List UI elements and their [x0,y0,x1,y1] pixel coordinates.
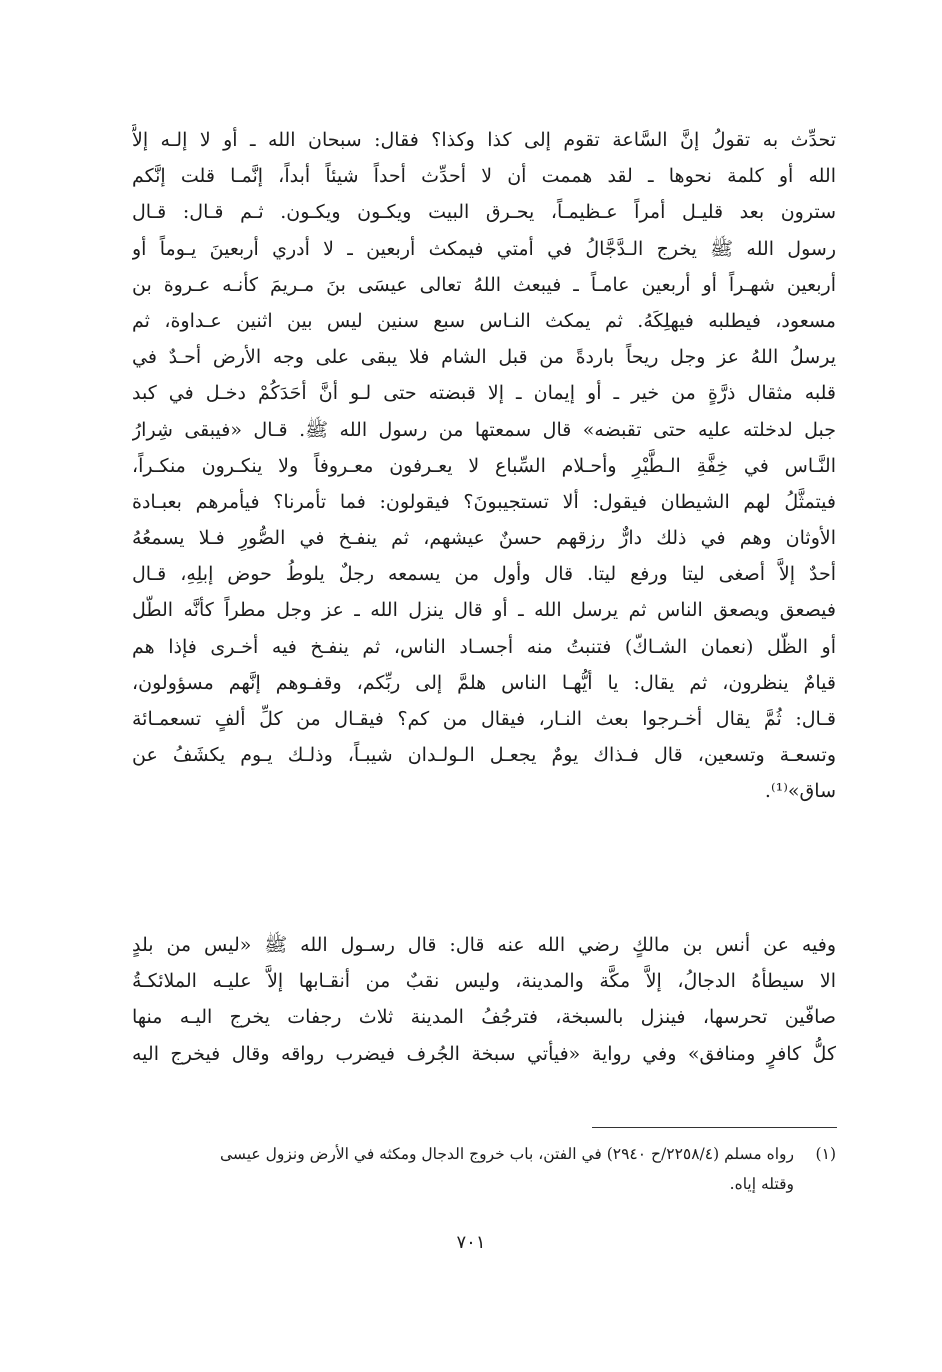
footnote-text-continued: وقتله إياه. [729,1175,794,1193]
text-line: يرسلُ اللهُ عز وجل ريحاً باردةً من قبل الشام فلا يبقى على وجه الأرض أحـدٌ في [132,346,836,369]
text-line: فيصعق ويصعق الناس ثم يرسل الله ـ أو قال ينزل الله ـ عز وجل مطراً كأنَّه الطّل [132,599,836,622]
body-paragraph-1 [132,122,836,810]
page-number: ٧٠١ [456,1232,486,1253]
footnote-separator [592,1127,837,1128]
text-line-with-footnote-ref: ساق»⁽¹⁾. [764,780,836,803]
text-line: فيتمثَّلُ لهم الشيطان فيقول: ألا تستجيبونَ؟ فيقولون: فما تأمرنا؟ فيأمرهم بعبـادة [132,490,836,513]
footnote-text: رواه مسلم (٢٢٥٨/٤/ح ٢٩٤٠) في الفتن، باب خروج الدجال ومكثه في الأرض ونزول عيسى [219,1145,794,1163]
text-line: قـال: ثُمَّ يقال أخـرجوا بعث النـار، فيقال من كم؟ فيقـال من كلِّ ألفٍ تسعمـائة [132,708,836,730]
text-line: أحدٌ إلاَّ أصغى ليتا ورفع ليتا. قال وأول من يسمعه رجلٌ يلوطُ حوض إبلِهِ، قـال [132,563,836,586]
text-line: الا سيطأهُ الدجالُ، إلاَّ مكَّة والمدينة، وليس نقبٌ من أنقـابها إلاَّ عليـه الملائكـةُ [132,970,836,993]
text-line: مسعود، فيطلبه فيهلِكَهُ. ثم يمكث النـاس سبع سنين ليس بين اثنين عـداوة، ثم [132,309,836,332]
text-line: الله أو كلمة نحوها ـ لقد هممت أن لا أحدِّث أحداً شيئاً أبداً، إنَّمـا قلت إنَّكم [132,165,836,188]
footnote-number: (١) [815,1145,836,1163]
text-line: وتسعـة وتسعين، قال فـذاك يومٌ يجعـل الـولـدان شيبـاً، وذلـك يـوم يكشَفُ عن [132,744,836,767]
text-line: النَّـاس في خِفَّةِ الـطَّيْرِ وأحـلام السِّباع لا يعـرفون معـروفاً ولا ينكـرون منكـراً، [132,454,836,477]
text-line: قيامٌ ينظرون، ثم يقال: يا أيُّهـا الناس هلمَّ إلى ربِّكم، وقفـوهم إنَّهم مسؤولون، [132,671,836,694]
text-line: جبل لدخلته عليه حتى تقبضه» قال سمعتها من رسول الله ﷺ. قـال «فيبقى شِرارُ [132,418,836,441]
text-line: تحدِّث به تقولُ إنَّ السَّاعة تقوم إلى كذا وكذا؟ فقال: سبحان الله ـ أو لا إلـه إلاَّ [132,129,836,151]
footnote [132,1139,836,1199]
text-line: أربعين شهـراً أو أربعين عامـاً ـ فيبعث اللهُ تعالى عيسَى بنَ مـريمَ كأنـه عـروة بن [132,273,836,296]
text-line: قلبه مثقال ذرَّةٍ من خير ـ أو إيمان ـ إلا قبضته حتى لـو أنَّ أحَدَكُمْ دخـل في كبد [132,382,836,405]
text-line: رسول الله ﷺ يخرج الـدَّجَّالُ في أمتي فيمكث أربعين ـ لا أدري أربعينَ يـوماً أو [132,237,836,260]
body-paragraph-2 [132,927,836,1072]
text-line: أو الظّل (نعمان الشـاكّ) فتنبتُ منه أجسـاد الناس، ثم ينفـخ فيه أخـرى فإذا هم [132,635,836,658]
text-line: وفيه عن أنس بن مالكٍ رضي الله عنه قال: قال رسـول الله ﷺ «ليس من بلدٍ [132,934,836,956]
text-line: كلُّ كافرٍ ومنافق» وفي رواية «فيأتي سبخة الجُرف فيضرب رواقه وقال فيخرج اليه [132,1042,836,1065]
text-line: سترون بعد قليـل أمراً عـظيمـاً، يحـرق البيت ويكـون ويكـون. ثـم قـال: قـال [132,201,836,224]
text-line: صافّين تحرسها، فينزل بالسبخة، فترجُفُ المدينة ثلاث رجفات يخرج اليـه منها [132,1006,836,1029]
text-line: الأوثان وهم في ذلك دارٌّ رزقهم حسنٌ عيشهم، ثم ينفـخ في الصُّورِ فـلا يسمعُهُ [132,527,836,550]
